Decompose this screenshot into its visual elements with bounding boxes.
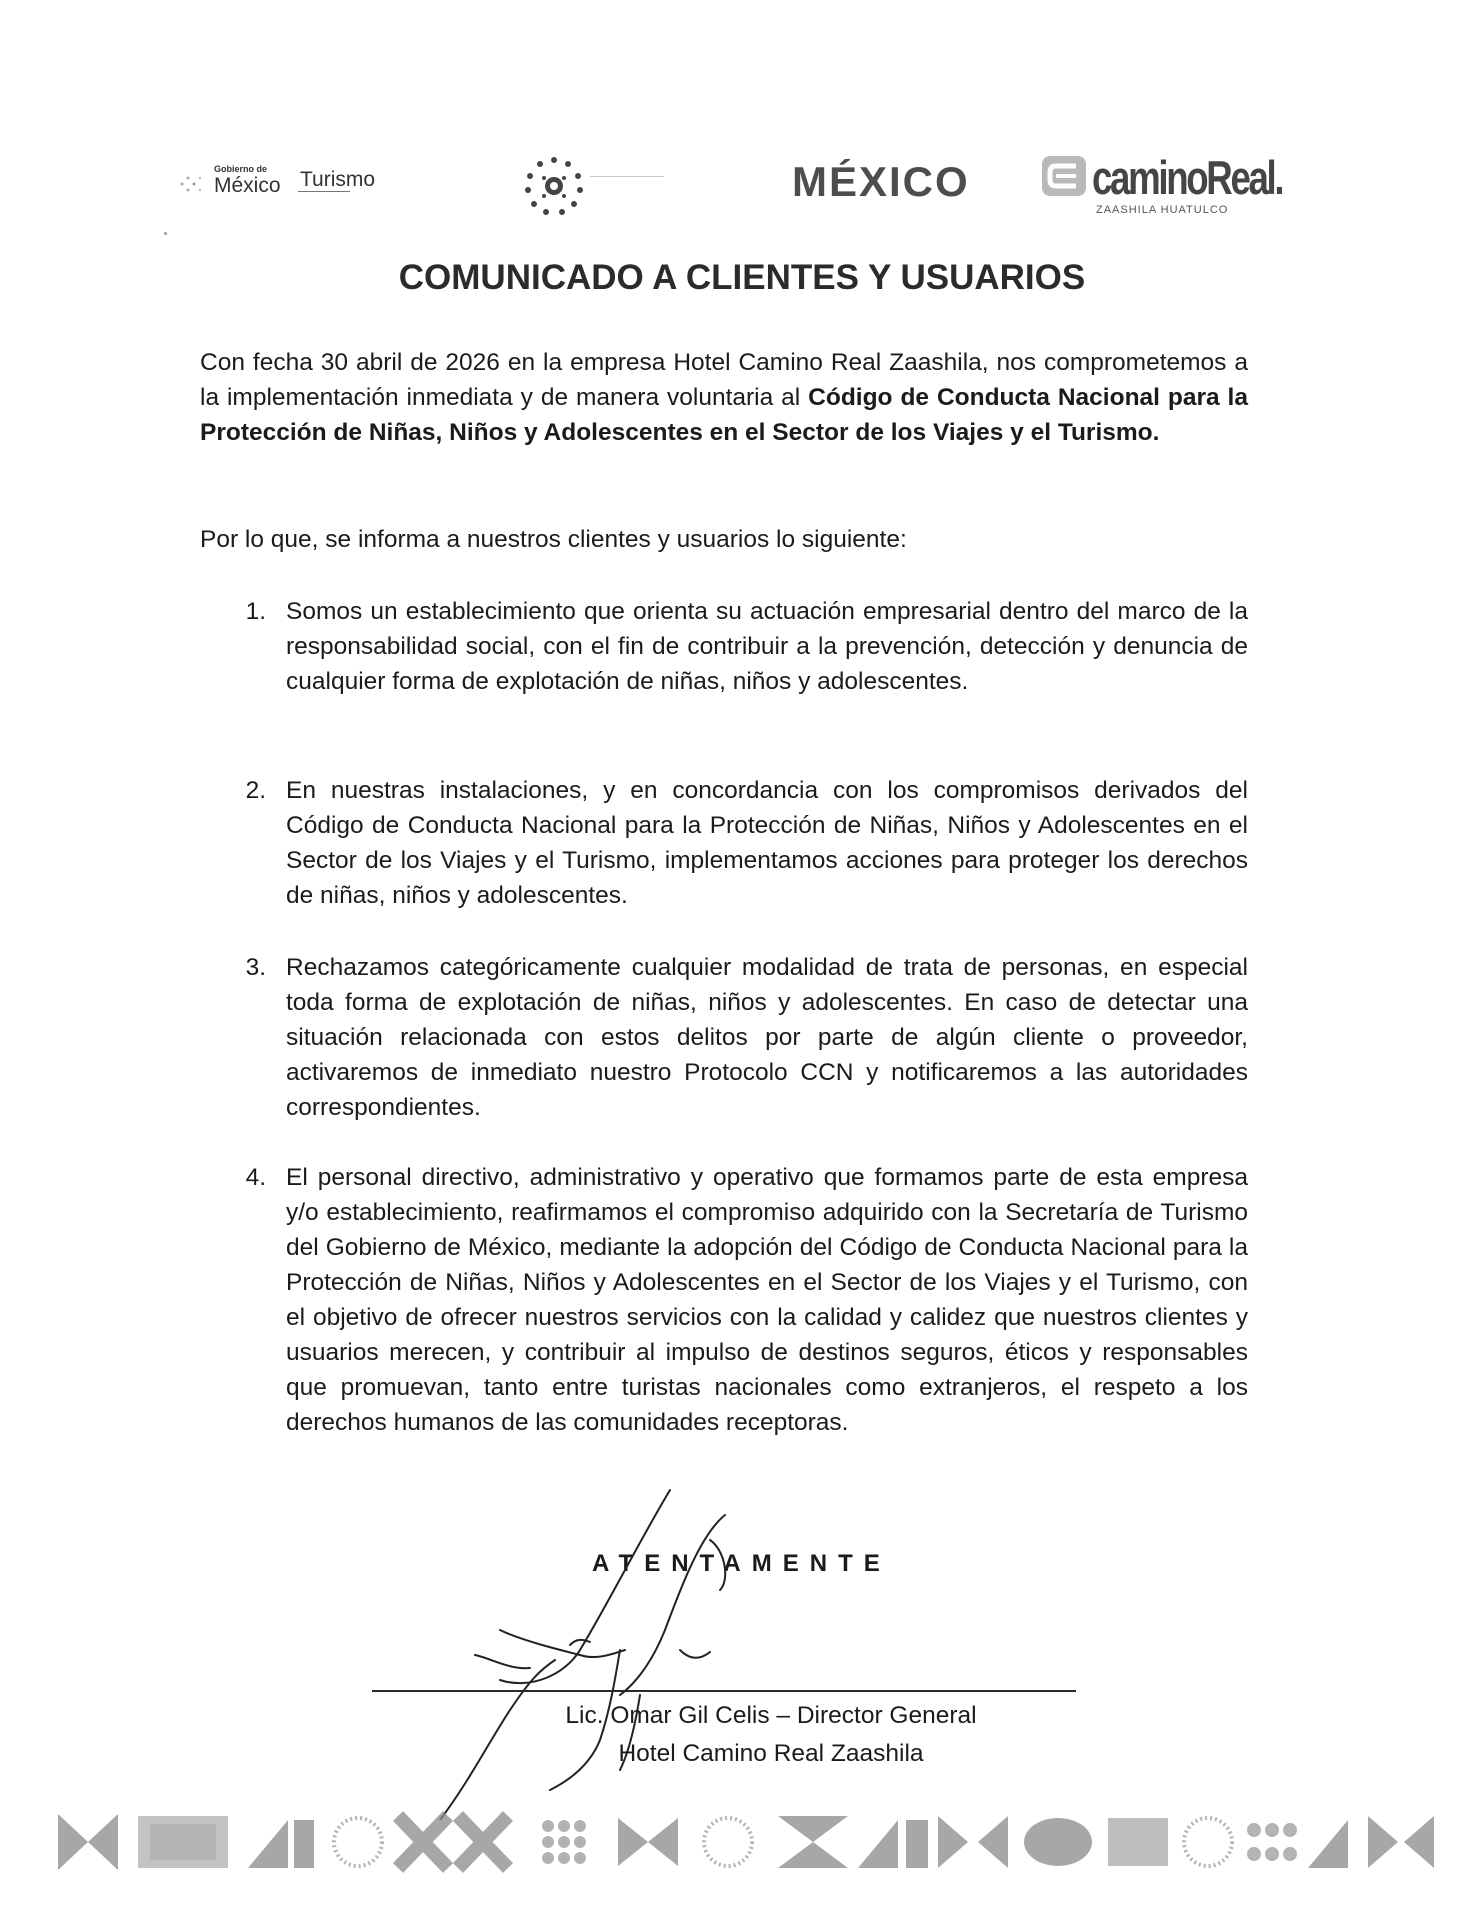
list-item-number: 1. [245, 598, 266, 625]
list-item-number: 2. [245, 777, 266, 804]
gob-underline [298, 191, 350, 192]
ccn-emblem-logo [518, 150, 668, 222]
camino-location-label: ZAASHILA HUATULCO [1096, 204, 1229, 216]
signer-block [0, 1697, 1484, 1773]
signer-name-title: Lic. Omar Gil Celis – Director General [565, 1702, 977, 1729]
camino-real-mark-icon [1042, 156, 1086, 196]
circular-emblem-icon [518, 150, 590, 222]
list-item-text: Somos un establecimiento que orienta su actuación empresarial dentro del marco de la responsabilidad social, con el fin de contribuir a la prevención, detección y denuncia de cualquier forma de explotación de niñas, niños y adolescentes. [286, 598, 1248, 695]
gob-turismo-label: Turismo [300, 168, 376, 191]
intro-bold-code-name: Código de Conducta Nacional para la Protección de Niñas, Niños y Adolescentes en el Sector de los Viajes y el Turismo. [200, 384, 1248, 446]
camino-real-logo [1036, 148, 1283, 224]
closing-atentamente: ATENTAMENTE [592, 1550, 891, 1577]
gobierno-dots-icon [178, 172, 206, 196]
camino-real-wordmark: caminoReal. [1092, 151, 1283, 204]
gob-small-label: Gobierno de [214, 164, 268, 174]
lead-paragraph: Por lo que, se informa a nuestros clientes y usuarios lo siguiente: [200, 526, 907, 553]
geometric-pattern-border [58, 1810, 1438, 1874]
mexico-brand-logo: MÉXICO [792, 158, 970, 205]
gob-mexico-label: México [214, 174, 281, 197]
list-item-number: 4. [245, 1164, 266, 1191]
emblem-faded-text-line [590, 176, 664, 177]
list-item-number: 3. [245, 954, 266, 981]
intro-paragraph [200, 345, 1248, 450]
document-title: COMUNICADO A CLIENTES Y USUARIOS [398, 258, 1086, 297]
gobierno-turismo-logo [178, 160, 398, 210]
list-item-text: En nuestras instalaciones, y en concordancia con los compromisos derivados del Código de Conducta Nacional para la Protección de Niñas, Niños y Adolescentes en el Sector de los Viajes y el Turismo, implementamos acciones para proteger los derechos de niñas, niños y adolescentes. [286, 777, 1248, 909]
scan-speck [164, 232, 167, 235]
intro-text: Con fecha 30 abril de 2026 en la empresa Hotel Camino Real Zaashila, nos comprometemos a la implementación inmediata y de manera voluntaria al [200, 349, 1248, 411]
signer-company: Hotel Camino Real Zaashila [618, 1740, 924, 1767]
signature-line [372, 1690, 1076, 1692]
list-item-text: Rechazamos categóricamente cualquier modalidad de trata de personas, en especial toda forma de explotación de niñas, niños y adolescentes. En caso de detectar una situación relacionada con estos delitos por parte de algún cliente o proveedor, activaremos de inmediato nuestro Protocolo CCN y notificaremos a las autoridades correspondientes. [286, 954, 1248, 1121]
list-item-text: El personal directivo, administrativo y operativo que formamos parte de esta empresa y/o establecimiento, reafirmamos el compromiso adquirido con la Secretaría de Turismo del Gobierno de México, mediante la adopción del Código de Conducta Nacional para la Protección de Niñas, Niños y Adolescentes en el Sector de los Viajes y el Turismo, con el objetivo de ofrecer nuestros servicios con la calidad y calidez que nuestros clientes y usuarios merecen, y contribuir al impulso de destinos seguros, éticos y responsables que promuevan, tanto entre turistas nacionales como extranjeros, el respeto a los derechos humanos de las comunidades receptoras. [286, 1164, 1248, 1436]
